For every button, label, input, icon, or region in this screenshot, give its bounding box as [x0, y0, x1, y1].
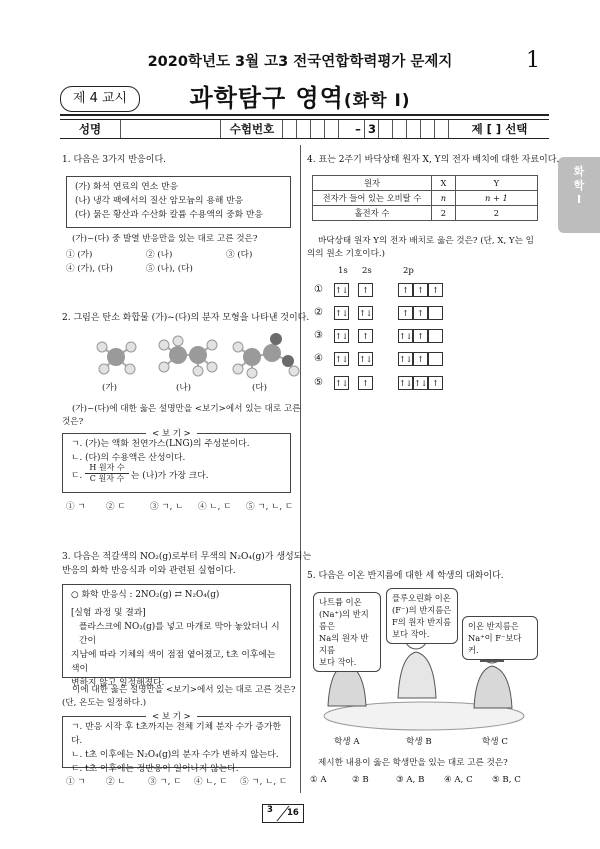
table-cell: n — [432, 191, 456, 206]
choice-label: 제 [ ] 선택 — [448, 120, 550, 138]
choice-option[interactable]: ⑤ ㄱ, ㄴ, ㄷ — [240, 777, 288, 787]
q3-experiment-box — [62, 584, 291, 688]
candidate-info-row — [60, 119, 549, 139]
orbital-box: ↑↓ — [334, 329, 349, 343]
q4-data-table — [312, 175, 538, 221]
orbital-choice-mark[interactable]: ② — [314, 307, 323, 318]
q4-question: 바닥상태 원자 Y의 전자 배치로 옳은 것은? (단, X, Y는 임 — [318, 236, 534, 246]
student-label: 학생 C — [482, 737, 508, 747]
exam-digit-box[interactable] — [392, 120, 407, 138]
choice-option[interactable]: ① ㄱ — [66, 777, 86, 787]
table-cell: 2 — [455, 206, 537, 221]
choice-option[interactable]: ② B — [352, 775, 369, 785]
period-badge: 제 4 교시 — [60, 86, 140, 112]
exam-digit-fixed: 3 — [364, 120, 379, 138]
q1-reaction-box — [66, 176, 291, 228]
q5-question: 제시한 내용이 옳은 학생만을 있는 대로 고른 것은? — [318, 758, 508, 768]
q4-stem: 4. 표는 2주기 바닥상태 원자 X, Y의 전자 배치에 대한 자료이다. — [307, 155, 560, 165]
bogi-item: ㄴ. (다)의 수용액은 산성이다. — [71, 453, 186, 463]
exam-digit-box[interactable] — [420, 120, 435, 138]
q5-stem: 5. 다음은 이온 반지름에 대한 세 학생의 대화이다. — [307, 571, 504, 581]
student-label: 학생 A — [334, 737, 360, 747]
speech-bubble-a — [313, 592, 381, 672]
bubble-line: 나트륨 이온 — [319, 597, 362, 607]
exam-digit-box[interactable] — [434, 120, 449, 138]
choice-option[interactable]: ④ A, C — [444, 775, 473, 785]
subject-side-tab — [558, 157, 600, 233]
orbital-box: ↑ — [413, 352, 428, 366]
equation: ○ 화학 반응식 : 2NO₂(g) ⇄ N₂O₄(g) — [71, 590, 220, 600]
bubble-line: 이온 반지름은 — [468, 621, 519, 631]
bubble-line: 플루오린화 이온 — [392, 593, 451, 603]
q2-question: (가)~(다)에 대한 옳은 설명만을 <보기>에서 있는 대로 고른 — [72, 404, 301, 414]
q1-choices — [66, 248, 252, 260]
q1-choices-row2 — [66, 262, 193, 274]
page-counter — [262, 804, 304, 823]
orbital-header: 2s — [362, 266, 372, 276]
fraction-denominator: C 원자 수 — [89, 474, 125, 483]
choice-option[interactable]: ② ㄴ — [106, 777, 126, 787]
bubble-line: (F⁻)의 반지름은 — [392, 605, 452, 615]
q3-question: 이에 대한 옳은 설명만을 <보기>에서 있는 대로 고른 것은? — [72, 685, 296, 695]
q1-item: (다) 묽은 황산과 수산화 칼륨 수용액의 중화 반응 — [75, 210, 263, 220]
subject-main: 과학탐구 영역 — [189, 84, 344, 112]
bogi-item-prefix: ㄷ. — [71, 471, 83, 481]
orbital-header: 1s — [338, 266, 348, 276]
q1-stem: 1. 다음은 3가지 반응이다. — [62, 155, 167, 165]
molecule-label: (가) — [102, 383, 118, 393]
exam-digit-box[interactable] — [310, 120, 325, 138]
table-header: X — [432, 176, 456, 191]
orbital-box: ↑ — [413, 329, 428, 343]
bubble-line: (Na⁺)의 반지름은 — [319, 609, 369, 631]
orbital-choice-mark[interactable]: ③ — [314, 330, 323, 341]
orbital-box: ↑↓ — [334, 352, 349, 366]
orbital-header: 2p — [403, 266, 414, 276]
q4-question-cont: 의의 원소 기호이다.) — [307, 249, 385, 259]
side-tab-char: 학 — [573, 179, 585, 192]
exam-digit-box[interactable] — [282, 120, 297, 138]
bogi-item-text: 는 (나)가 가장 크다. — [131, 471, 209, 481]
orbital-box: ↑↓ — [398, 352, 413, 366]
subject-title — [0, 78, 600, 113]
choice-option[interactable]: ③ (다) — [226, 250, 253, 260]
choice-option[interactable]: ⑤ ㄱ, ㄴ, ㄷ — [246, 502, 294, 512]
student-label: 학생 B — [406, 737, 432, 747]
exam-digit-box[interactable] — [406, 120, 421, 138]
choice-option[interactable]: ③ ㄱ, ㄷ — [148, 777, 182, 787]
molecule-label: (나) — [176, 383, 192, 393]
procedure-title: [실험 과정 및 결과] — [71, 608, 146, 618]
total-pages: 16 — [287, 808, 299, 818]
side-tab-char: Ⅰ — [576, 193, 582, 206]
exam-digit-box[interactable] — [378, 120, 393, 138]
choice-option[interactable]: ① A — [310, 775, 327, 785]
orbital-box: ↑ — [358, 283, 373, 297]
orbital-box: ↑ — [358, 329, 373, 343]
table-cell: 홀전자 수 — [313, 206, 432, 221]
exam-digit-box[interactable] — [338, 120, 353, 138]
choice-option[interactable]: ③ ㄱ, ㄴ — [150, 502, 184, 512]
choice-option[interactable]: ② ㄷ — [106, 502, 126, 512]
orbital-box: ↑↓ — [398, 329, 413, 343]
side-tab-char: 화 — [573, 165, 585, 178]
fraction — [85, 463, 129, 484]
orbital-box: ↑↓ — [334, 376, 349, 390]
table-header: 원자 — [313, 176, 432, 191]
q1-item: (가) 화석 연료의 연소 반응 — [75, 182, 179, 192]
orbital-box: ↑ — [413, 283, 428, 297]
choice-option[interactable]: ④ (가), (다) — [66, 264, 113, 274]
q2-stem: 2. 그림은 탄소 화합물 (가)~(다)의 분자 모형을 나타낸 것이다. — [62, 313, 310, 323]
orbital-box: ↑ — [398, 283, 413, 297]
orbital-box: ↑↓ — [398, 376, 413, 390]
choice-option[interactable]: ② (나) — [146, 250, 173, 260]
table-cell: 2 — [432, 206, 456, 221]
orbital-choice-mark[interactable]: ① — [314, 284, 323, 295]
choice-option[interactable]: ⑤ (나), (다) — [146, 264, 193, 274]
bubble-line: 보다 작아. — [319, 657, 357, 667]
orbital-box — [428, 352, 443, 366]
orbital-box: ↑ — [428, 283, 443, 297]
bubble-line: F의 원자 반지름 — [392, 617, 452, 627]
orbital-box: ↑↓ — [334, 306, 349, 320]
orbital-box: ↑ — [428, 376, 443, 390]
orbital-box: ↑ — [358, 376, 373, 390]
orbital-box: ↑↓ — [358, 352, 373, 366]
bogi-item: ㄷ. t초 이후에는 정반응이 일어나지 않는다. — [71, 764, 239, 774]
fraction-numerator: H 원자 수 — [85, 463, 129, 474]
q3-question-cont: (단, 온도는 일정하다.) — [62, 698, 147, 708]
procedure-line: 변하지 않고 일정해졌다. — [71, 678, 165, 688]
choice-option[interactable]: ④ ㄴ, ㄷ — [198, 502, 232, 512]
q3-stem-cont: 반응의 화학 반응식과 이와 관련된 실험이다. — [62, 566, 236, 576]
molecule-label: (다) — [252, 383, 268, 393]
bogi-item: ㄱ. 반응 시작 후 t초까지는 전체 기체 분자 수가 증가한다. — [71, 722, 281, 746]
orbital-box: ↑↓ — [358, 306, 373, 320]
bogi-item: ㄴ. t초 이후에는 N₂O₄(g)의 분자 수가 변하지 않는다. — [71, 750, 279, 760]
table-header: Y — [455, 176, 537, 191]
choice-option[interactable]: ③ A, B — [396, 775, 425, 785]
speech-bubble-c — [462, 616, 538, 660]
exam-number-label: 수험번호 — [220, 120, 283, 138]
bogi-title: < 보 기 > — [146, 427, 197, 439]
q2-choices — [66, 500, 293, 512]
bubble-line: 보다 작아. — [392, 629, 430, 639]
molecule-ga-image — [86, 333, 146, 379]
choice-option[interactable]: ⑤ B, C — [492, 775, 521, 785]
q1-question: (가)~(다) 중 발열 반응만을 있는 대로 고른 것은? — [72, 234, 258, 244]
procedure-line: 플라스크에 NO₂(g)를 넣고 마개로 막아 놓았더니 시간이 — [79, 622, 280, 646]
orbital-box — [428, 306, 443, 320]
bogi-title: < 보 기 > — [146, 710, 197, 722]
table-cell: 전자가 들어 있는 오비탈 수 — [313, 191, 432, 206]
table-cell: n + 1 — [455, 191, 537, 206]
orbital-box: ↑↓ — [334, 283, 349, 297]
orbital-box: ↑↓ — [413, 376, 428, 390]
name-field[interactable] — [120, 120, 221, 138]
orbital-box — [428, 329, 443, 343]
q2-bogi-box — [62, 433, 291, 493]
orbital-box: ↑ — [398, 306, 413, 320]
current-page: 3 — [267, 805, 273, 815]
orbital-choice-mark[interactable]: ④ — [314, 353, 323, 364]
procedure-line: 지남에 따라 기체의 색이 점점 옅어졌고, t초 이후에는 색이 — [71, 650, 276, 674]
choice-option[interactable]: ① (가) — [66, 250, 93, 260]
page-number: 1 — [526, 48, 540, 73]
bogi-item: ㄱ. (가)는 액화 천연가스(LNG)의 주성분이다. — [71, 439, 250, 449]
q5-choices — [310, 775, 521, 785]
choice-option[interactable]: ④ ㄴ, ㄷ — [194, 777, 228, 787]
orbital-box: ↑ — [413, 306, 428, 320]
speech-bubble-b — [386, 588, 458, 644]
name-label: 성명 — [78, 122, 102, 136]
q3-stem: 3. 다음은 적갈색의 NO₂(g)로부터 무색의 N₂O₄(g)가 생성되는 — [62, 552, 312, 562]
orbital-choice-mark[interactable]: ⑤ — [314, 377, 323, 388]
column-divider — [300, 145, 301, 793]
q1-item: (나) 냉각 팩에서의 질산 암모늄의 용해 반응 — [75, 196, 244, 206]
molecule-na-image — [152, 333, 224, 379]
exam-title: 2020학년도 3월 고3 전국연합학력평가 문제지 — [147, 54, 453, 70]
subject-sub: (화학 Ⅰ) — [343, 91, 411, 111]
header-rule — [60, 114, 549, 116]
exam-digit-box[interactable] — [296, 120, 311, 138]
q3-bogi-box — [62, 716, 291, 774]
molecule-da-image — [228, 333, 300, 379]
bubble-line: Na⁺이 F⁻보다 커. — [468, 633, 522, 655]
exam-digit-box[interactable] — [324, 120, 339, 138]
choice-option[interactable]: ① ㄱ — [66, 502, 86, 512]
bogi-item-fraction — [71, 465, 282, 485]
exam-dash: – — [355, 122, 361, 136]
q3-choices — [66, 775, 287, 787]
q2-question-cont: 것은? — [62, 417, 84, 427]
bubble-line: Na의 원자 반지름 — [319, 633, 369, 655]
